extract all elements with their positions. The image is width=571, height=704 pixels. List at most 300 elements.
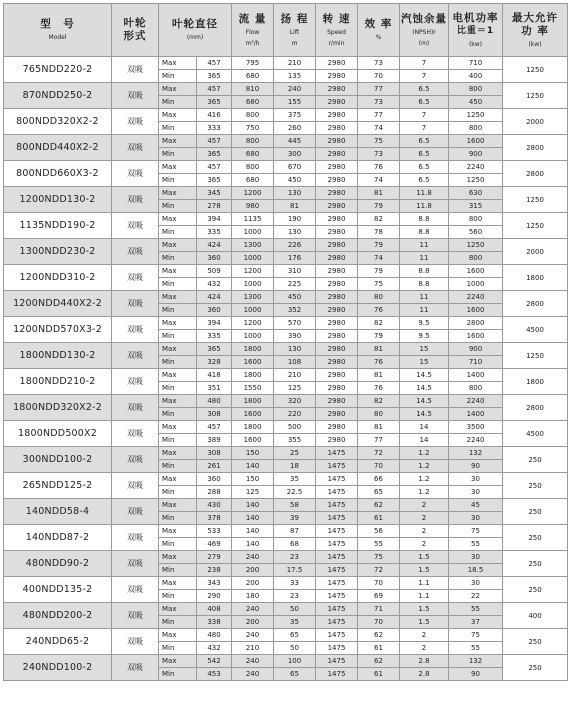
speed-cell: 1475	[316, 642, 358, 655]
efficiency-cell: 62	[358, 655, 400, 668]
header-motor-power: 电机功率 比重＝1 (kw)	[449, 4, 503, 57]
table-row	[4, 525, 568, 538]
lift-cell: 220	[274, 408, 316, 421]
npsh-cell: 6.5	[400, 83, 449, 96]
impeller-form-cell: 双吸	[112, 187, 159, 213]
motor-power-cell: 1600	[449, 135, 503, 148]
lift-cell: 130	[274, 187, 316, 200]
impeller-diameter-cell: 457	[197, 161, 232, 174]
flow-cell: 240	[232, 603, 274, 616]
model-cell: 1300NDD230-2	[4, 239, 112, 265]
table-row	[4, 291, 568, 304]
motor-power-cell: 30	[449, 486, 503, 499]
lift-cell: 226	[274, 239, 316, 252]
speed-cell: 2980	[316, 330, 358, 343]
table-row	[4, 447, 568, 460]
impeller-diameter-cell: 351	[197, 382, 232, 395]
impeller-diameter-cell: 389	[197, 434, 232, 447]
flow-cell: 140	[232, 499, 274, 512]
flow-cell: 680	[232, 174, 274, 187]
impeller-form-cell: 双吸	[112, 499, 159, 525]
lift-cell: 310	[274, 265, 316, 278]
motor-power-cell: 22	[449, 590, 503, 603]
efficiency-cell: 80	[358, 408, 400, 421]
lift-cell: 108	[274, 356, 316, 369]
impeller-diameter-cell: 424	[197, 239, 232, 252]
efficiency-cell: 81	[358, 187, 400, 200]
variant-tag-cell: Min	[159, 70, 197, 83]
table-row	[4, 499, 568, 512]
motor-power-cell: 2240	[449, 434, 503, 447]
impeller-diameter-cell: 360	[197, 304, 232, 317]
npsh-cell: 1.5	[400, 564, 449, 577]
motor-power-cell: 630	[449, 187, 503, 200]
flow-cell: 240	[232, 668, 274, 681]
motor-power-cell: 30	[449, 551, 503, 564]
flow-cell: 210	[232, 642, 274, 655]
impeller-diameter-cell: 533	[197, 525, 232, 538]
variant-tag-cell: Min	[159, 668, 197, 681]
impeller-diameter-cell: 457	[197, 83, 232, 96]
impeller-diameter-cell: 360	[197, 473, 232, 486]
flow-cell: 1135	[232, 213, 274, 226]
npsh-cell: 1.2	[400, 447, 449, 460]
impeller-diameter-cell: 480	[197, 629, 232, 642]
flow-cell: 240	[232, 655, 274, 668]
efficiency-cell: 75	[358, 551, 400, 564]
model-cell: 1800NDD320X2-2	[4, 395, 112, 421]
lift-cell: 130	[274, 343, 316, 356]
variant-tag-cell: Min	[159, 486, 197, 499]
efficiency-cell: 73	[358, 148, 400, 161]
npsh-cell: 8.8	[400, 265, 449, 278]
efficiency-cell: 76	[358, 356, 400, 369]
efficiency-cell: 61	[358, 512, 400, 525]
motor-power-cell: 560	[449, 226, 503, 239]
speed-cell: 1475	[316, 603, 358, 616]
impeller-diameter-cell: 365	[197, 148, 232, 161]
motor-power-cell: 90	[449, 668, 503, 681]
impeller-form-cell: 双吸	[112, 369, 159, 395]
speed-cell: 1475	[316, 499, 358, 512]
lift-cell: 260	[274, 122, 316, 135]
efficiency-cell: 70	[358, 616, 400, 629]
table-row	[4, 57, 568, 70]
impeller-form-cell: 双吸	[112, 447, 159, 473]
efficiency-cell: 73	[358, 57, 400, 70]
impeller-form-cell: 双吸	[112, 655, 159, 681]
efficiency-cell: 80	[358, 291, 400, 304]
impeller-diameter-cell: 261	[197, 460, 232, 473]
variant-tag-cell: Min	[159, 200, 197, 213]
table-row	[4, 395, 568, 408]
model-cell: 480NDD90-2	[4, 551, 112, 577]
flow-cell: 1550	[232, 382, 274, 395]
npsh-cell: 2	[400, 499, 449, 512]
impeller-form-cell: 双吸	[112, 83, 159, 109]
flow-cell: 150	[232, 473, 274, 486]
efficiency-cell: 70	[358, 70, 400, 83]
lift-cell: 50	[274, 603, 316, 616]
variant-tag-cell: Min	[159, 148, 197, 161]
efficiency-cell: 79	[358, 330, 400, 343]
speed-cell: 2980	[316, 135, 358, 148]
npsh-cell: 14.5	[400, 369, 449, 382]
impeller-diameter-cell: 345	[197, 187, 232, 200]
motor-power-cell: 30	[449, 577, 503, 590]
speed-cell: 2980	[316, 434, 358, 447]
max-power-cell: 250	[503, 577, 568, 603]
impeller-diameter-cell: 394	[197, 317, 232, 330]
speed-cell: 2980	[316, 395, 358, 408]
table-row	[4, 187, 568, 200]
speed-cell: 1475	[316, 616, 358, 629]
speed-cell: 1475	[316, 512, 358, 525]
speed-cell: 2980	[316, 304, 358, 317]
impeller-diameter-cell: 408	[197, 603, 232, 616]
impeller-form-cell: 双吸	[112, 161, 159, 187]
npsh-cell: 8.8	[400, 213, 449, 226]
impeller-diameter-cell: 457	[197, 421, 232, 434]
efficiency-cell: 79	[358, 265, 400, 278]
motor-power-cell: 1600	[449, 304, 503, 317]
impeller-diameter-cell: 279	[197, 551, 232, 564]
flow-cell: 200	[232, 564, 274, 577]
flow-cell: 150	[232, 447, 274, 460]
motor-power-cell: 1600	[449, 265, 503, 278]
table-header-row	[4, 4, 568, 57]
model-cell: 265NDD125-2	[4, 473, 112, 499]
impeller-diameter-cell: 238	[197, 564, 232, 577]
max-power-cell: 1250	[503, 213, 568, 239]
efficiency-cell: 66	[358, 473, 400, 486]
flow-cell: 980	[232, 200, 274, 213]
speed-cell: 2980	[316, 369, 358, 382]
table-row	[4, 135, 568, 148]
npsh-cell: 7	[400, 70, 449, 83]
speed-cell: 2980	[316, 408, 358, 421]
efficiency-cell: 77	[358, 109, 400, 122]
efficiency-cell: 69	[358, 590, 400, 603]
motor-power-cell: 1000	[449, 278, 503, 291]
impeller-form-cell: 双吸	[112, 317, 159, 343]
efficiency-cell: 75	[358, 135, 400, 148]
impeller-diameter-cell: 509	[197, 265, 232, 278]
impeller-form-cell: 双吸	[112, 551, 159, 577]
flow-cell: 200	[232, 577, 274, 590]
motor-power-cell: 800	[449, 83, 503, 96]
motor-power-cell: 75	[449, 629, 503, 642]
model-cell: 140NDD87-2	[4, 525, 112, 551]
npsh-cell: 14.5	[400, 395, 449, 408]
speed-cell: 2980	[316, 122, 358, 135]
variant-tag-cell: Max	[159, 369, 197, 382]
npsh-cell: 2	[400, 538, 449, 551]
table-row	[4, 655, 568, 668]
model-cell: 1200NDD570X3-2	[4, 317, 112, 343]
speed-cell: 2980	[316, 343, 358, 356]
impeller-diameter-cell: 394	[197, 213, 232, 226]
variant-tag-cell: Max	[159, 109, 197, 122]
impeller-diameter-cell: 335	[197, 226, 232, 239]
efficiency-cell: 74	[358, 252, 400, 265]
impeller-diameter-cell: 343	[197, 577, 232, 590]
impeller-diameter-cell: 432	[197, 642, 232, 655]
max-power-cell: 1800	[503, 265, 568, 291]
max-power-cell: 1250	[503, 57, 568, 83]
npsh-cell: 1.2	[400, 486, 449, 499]
model-cell: 300NDD100-2	[4, 447, 112, 473]
variant-tag-cell: Min	[159, 616, 197, 629]
npsh-cell: 1.5	[400, 616, 449, 629]
speed-cell: 2980	[316, 109, 358, 122]
max-power-cell: 400	[503, 603, 568, 629]
variant-tag-cell: Max	[159, 499, 197, 512]
flow-cell: 1800	[232, 421, 274, 434]
model-cell: 400NDD135-2	[4, 577, 112, 603]
max-power-cell: 2800	[503, 135, 568, 161]
lift-cell: 35	[274, 473, 316, 486]
motor-power-cell: 1250	[449, 174, 503, 187]
variant-tag-cell: Min	[159, 330, 197, 343]
model-cell: 800NDD320X2-2	[4, 109, 112, 135]
max-power-cell: 250	[503, 551, 568, 577]
speed-cell: 2980	[316, 57, 358, 70]
efficiency-cell: 81	[358, 369, 400, 382]
impeller-diameter-cell: 290	[197, 590, 232, 603]
lift-cell: 352	[274, 304, 316, 317]
npsh-cell: 11.8	[400, 187, 449, 200]
motor-power-cell: 1400	[449, 408, 503, 421]
efficiency-cell: 82	[358, 213, 400, 226]
efficiency-cell: 78	[358, 226, 400, 239]
max-power-cell: 2800	[503, 161, 568, 187]
impeller-diameter-cell: 365	[197, 96, 232, 109]
motor-power-cell: 710	[449, 356, 503, 369]
variant-tag-cell: Max	[159, 239, 197, 252]
variant-tag-cell: Max	[159, 83, 197, 96]
lift-cell: 240	[274, 83, 316, 96]
motor-power-cell: 90	[449, 460, 503, 473]
npsh-cell: 6.5	[400, 135, 449, 148]
variant-tag-cell: Min	[159, 642, 197, 655]
motor-power-cell: 400	[449, 70, 503, 83]
header-impeller-form: 叶轮 形式	[112, 4, 159, 57]
efficiency-cell: 73	[358, 96, 400, 109]
impeller-diameter-cell: 469	[197, 538, 232, 551]
npsh-cell: 1.5	[400, 603, 449, 616]
variant-tag-cell: Min	[159, 356, 197, 369]
impeller-diameter-cell: 365	[197, 174, 232, 187]
flow-cell: 680	[232, 148, 274, 161]
variant-tag-cell: Max	[159, 421, 197, 434]
motor-power-cell: 1600	[449, 330, 503, 343]
motor-power-cell: 30	[449, 512, 503, 525]
speed-cell: 2980	[316, 70, 358, 83]
efficiency-cell: 77	[358, 83, 400, 96]
speed-cell: 2980	[316, 291, 358, 304]
efficiency-cell: 71	[358, 603, 400, 616]
flow-cell: 680	[232, 70, 274, 83]
impeller-diameter-cell: 335	[197, 330, 232, 343]
efficiency-cell: 72	[358, 564, 400, 577]
lift-cell: 23	[274, 590, 316, 603]
speed-cell: 1475	[316, 629, 358, 642]
lift-cell: 18	[274, 460, 316, 473]
flow-cell: 750	[232, 122, 274, 135]
flow-cell: 1200	[232, 265, 274, 278]
variant-tag-cell: Min	[159, 252, 197, 265]
lift-cell: 17.5	[274, 564, 316, 577]
speed-cell: 2980	[316, 317, 358, 330]
pump-spec-sheet	[3, 3, 568, 681]
lift-cell: 155	[274, 96, 316, 109]
efficiency-cell: 70	[358, 460, 400, 473]
motor-power-cell: 30	[449, 473, 503, 486]
efficiency-cell: 61	[358, 642, 400, 655]
efficiency-cell: 75	[358, 278, 400, 291]
variant-tag-cell: Min	[159, 512, 197, 525]
max-power-cell: 4500	[503, 421, 568, 447]
variant-tag-cell: Max	[159, 265, 197, 278]
npsh-cell: 2	[400, 642, 449, 655]
flow-cell: 140	[232, 460, 274, 473]
impeller-form-cell: 双吸	[112, 603, 159, 629]
motor-power-cell: 800	[449, 122, 503, 135]
variant-tag-cell: Max	[159, 187, 197, 200]
variant-tag-cell: Min	[159, 304, 197, 317]
impeller-form-cell: 双吸	[112, 109, 159, 135]
impeller-form-cell: 双吸	[112, 525, 159, 551]
max-power-cell: 1250	[503, 83, 568, 109]
flow-cell: 800	[232, 109, 274, 122]
npsh-cell: 1.5	[400, 551, 449, 564]
lift-cell: 355	[274, 434, 316, 447]
model-cell: 140NDD58-4	[4, 499, 112, 525]
table-row	[4, 577, 568, 590]
efficiency-cell: 76	[358, 382, 400, 395]
header-efficiency: 效 率 %	[358, 4, 400, 57]
impeller-form-cell: 双吸	[112, 629, 159, 655]
variant-tag-cell: Max	[159, 135, 197, 148]
flow-cell: 1000	[232, 330, 274, 343]
lift-cell: 450	[274, 291, 316, 304]
table-body	[4, 57, 568, 681]
speed-cell: 2980	[316, 148, 358, 161]
speed-cell: 2980	[316, 200, 358, 213]
speed-cell: 1475	[316, 460, 358, 473]
table-row	[4, 83, 568, 96]
variant-tag-cell: Min	[159, 564, 197, 577]
header-flow: 流 量 Flow m³/h	[232, 4, 274, 57]
impeller-form-cell: 双吸	[112, 395, 159, 421]
npsh-cell: 8.8	[400, 226, 449, 239]
lift-cell: 210	[274, 369, 316, 382]
lift-cell: 58	[274, 499, 316, 512]
lift-cell: 35	[274, 616, 316, 629]
npsh-cell: 14	[400, 421, 449, 434]
lift-cell: 125	[274, 382, 316, 395]
model-cell: 1800NDD130-2	[4, 343, 112, 369]
lift-cell: 39	[274, 512, 316, 525]
speed-cell: 2980	[316, 356, 358, 369]
npsh-cell: 1.1	[400, 577, 449, 590]
model-cell: 480NDD200-2	[4, 603, 112, 629]
speed-cell: 1475	[316, 668, 358, 681]
npsh-cell: 15	[400, 356, 449, 369]
lift-cell: 320	[274, 395, 316, 408]
efficiency-cell: 62	[358, 499, 400, 512]
max-power-cell: 250	[503, 655, 568, 681]
efficiency-cell: 82	[358, 317, 400, 330]
speed-cell: 2980	[316, 226, 358, 239]
impeller-diameter-cell: 457	[197, 57, 232, 70]
model-cell: 1200NDD440X2-2	[4, 291, 112, 317]
npsh-cell: 7	[400, 122, 449, 135]
npsh-cell: 6.5	[400, 96, 449, 109]
variant-tag-cell: Max	[159, 57, 197, 70]
motor-power-cell: 710	[449, 57, 503, 70]
lift-cell: 68	[274, 538, 316, 551]
npsh-cell: 11	[400, 304, 449, 317]
npsh-cell: 11	[400, 239, 449, 252]
lift-cell: 176	[274, 252, 316, 265]
lift-cell: 22.5	[274, 486, 316, 499]
motor-power-cell: 1250	[449, 109, 503, 122]
speed-cell: 1475	[316, 590, 358, 603]
impeller-diameter-cell: 542	[197, 655, 232, 668]
impeller-diameter-cell: 308	[197, 447, 232, 460]
flow-cell: 1600	[232, 434, 274, 447]
efficiency-cell: 65	[358, 486, 400, 499]
lift-cell: 100	[274, 655, 316, 668]
flow-cell: 800	[232, 135, 274, 148]
impeller-form-cell: 双吸	[112, 57, 159, 83]
variant-tag-cell: Max	[159, 447, 197, 460]
lift-cell: 25	[274, 447, 316, 460]
flow-cell: 140	[232, 512, 274, 525]
flow-cell: 1800	[232, 395, 274, 408]
npsh-cell: 15	[400, 343, 449, 356]
npsh-cell: 14.5	[400, 382, 449, 395]
max-power-cell: 2000	[503, 239, 568, 265]
efficiency-cell: 70	[358, 577, 400, 590]
npsh-cell: 1.2	[400, 460, 449, 473]
table-row	[4, 109, 568, 122]
flow-cell: 1600	[232, 408, 274, 421]
variant-tag-cell: Min	[159, 122, 197, 135]
efficiency-cell: 76	[358, 161, 400, 174]
max-power-cell: 1250	[503, 187, 568, 213]
impeller-form-cell: 双吸	[112, 577, 159, 603]
variant-tag-cell: Min	[159, 278, 197, 291]
lift-cell: 190	[274, 213, 316, 226]
npsh-cell: 11.8	[400, 200, 449, 213]
speed-cell: 2980	[316, 96, 358, 109]
impeller-form-cell: 双吸	[112, 239, 159, 265]
speed-cell: 2980	[316, 83, 358, 96]
flow-cell: 1000	[232, 226, 274, 239]
efficiency-cell: 77	[358, 434, 400, 447]
variant-tag-cell: Min	[159, 460, 197, 473]
flow-cell: 800	[232, 161, 274, 174]
lift-cell: 23	[274, 551, 316, 564]
table-row	[4, 369, 568, 382]
speed-cell: 1475	[316, 655, 358, 668]
efficiency-cell: 81	[358, 343, 400, 356]
speed-cell: 2980	[316, 278, 358, 291]
impeller-form-cell: 双吸	[112, 473, 159, 499]
